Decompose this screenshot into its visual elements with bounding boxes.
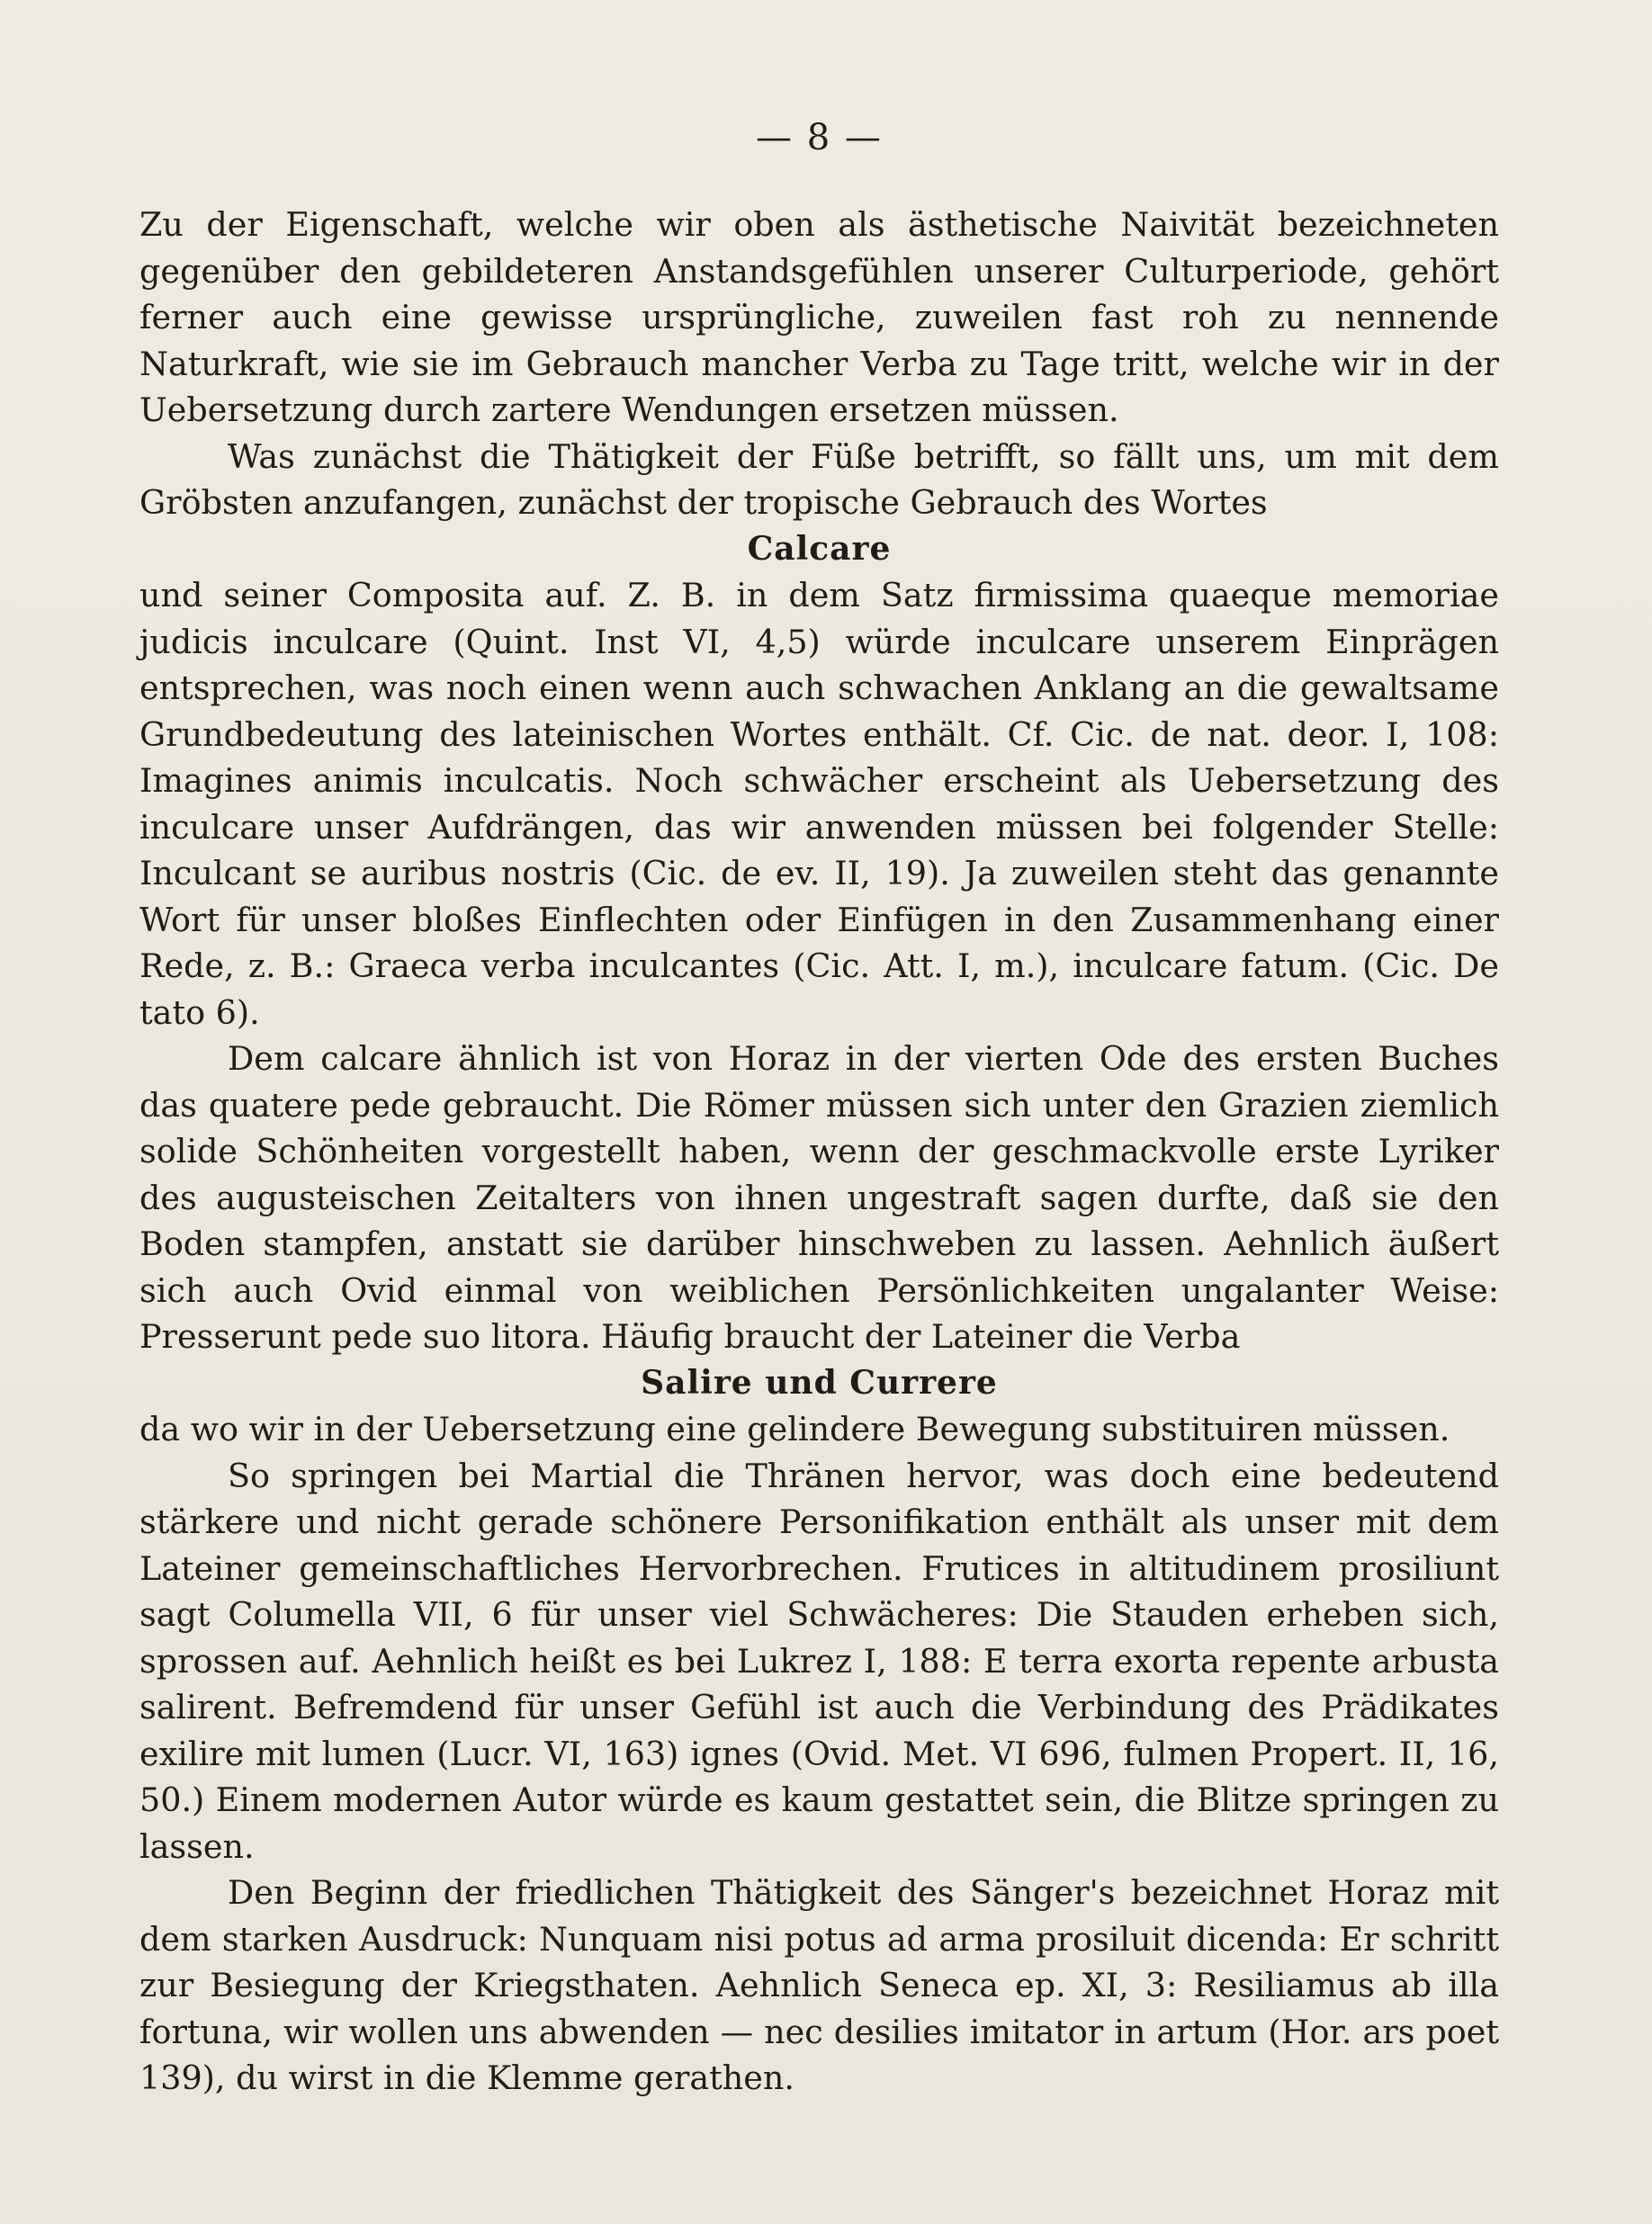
paragraph-saenger: Den Beginn der friedlichen Thätigkeit des Sänger's bezeichnet Horaz mit dem starken Ausdruck: Nunquam nisi potus ad arma prosiluit dicenda: Er schritt zur Besiegung der Kriegsthaten. Aehnlich Seneca ep. XI, 3: Resiliamus ab illa fortuna, wir wollen uns abwenden — nec desilies imitator in artum (Hor. ars poet 139), du wirst in die Klemme gerathen.: [139, 1873, 1499, 2097]
paragraph-martial: So springen bei Martial die Thränen hervor, was doch eine bedeutend stärkere und nicht gerade schönere Personifikation enthält als unser mit dem Lateiner gemeinschaftliches Hervorbrechen. Frutices in altitudinem prosiliunt sagt Columella VII, 6 für unser viel Schwächeres: Die Stauden erheben sich, sprossen auf. Aehnlich heißt es bei Lukrez I, 188: E terra exorta repente arbusta salirent. Befremdend für unser Gefühl ist auch die Verbindung des Prädikates exilire mit lumen (Lucr. VI, 163) ignes (Ovid. Met. VI 696, fulmen Propert. II, 16, 50.) Einem modernen Autor würde es kaum gestattet sein, die Blitze springen zu lassen.: [139, 1456, 1499, 1866]
paragraph-bewegung: da wo wir in der Uebersetzung eine gelindere Bewegung substituiren müssen.: [139, 1410, 1450, 1448]
paragraph-inculcare: und seiner Composita auf. Z. B. in dem Satz firmissima quaeque memoriae judicis inculcare (Quint. Inst VI, 4,5) würde inculcare unserem Einprägen entsprechen, was noch einen wenn auch schwachen Anklang an die gewaltsame Grundbedeutung des lateinischen Wortes enthält. Cf. Cic. de nat. deor. I, 108: Imagines animis inculcatis. Noch schwächer erscheint als Uebersetzung des inculcare unser Aufdrängen, das wir anwenden müssen bei folgender Stelle: Inculcant se auribus nostris (Cic. de ev. II, 19). Ja zuweilen steht das genannte Wort für unser bloßes Einflechten oder Einfügen in den Zusammenhang einer Rede, z. B.: Graeca verba inculcantes (Cic. Att. I, m.), inculcare fatum. (Cic. De tato 6).: [139, 576, 1499, 1032]
paragraph-horaz-ode: Dem calcare ähnlich ist von Horaz in der vierten Ode des ersten Buches das quatere pede gebraucht. Die Römer müssen sich unter den Grazien ziemlich solide Schönheiten vorgestellt haben, wenn der geschmackvolle erste Lyriker des augusteischen Zeitalters von ihnen ungestraft sagen durfte, daß sie den Boden stampfen, anstatt sie darüber hinschweben zu lassen. Aehnlich äußert sich auch Ovid einmal von weiblichen Persönlichkeiten ungalanter Weise: Presserunt pede suo litora. Häufig braucht der Lateiner die Verba: [139, 1039, 1499, 1356]
heading-salire-currere: Salire und Currere: [641, 1363, 998, 1402]
paragraph-fuesse: Was zunächst die Thätigkeit der Füße betrifft, so fällt uns, um mit dem Gröbsten anzufangen, zunächst der tropische Gebrauch des Wortes: [139, 436, 1499, 522]
heading-calcare: Calcare: [747, 529, 892, 568]
paragraph-naivitaet: Zu der Eigenschaft, welche wir oben als ästhetische Naivität bezeichneten gegenüber den gebildeteren Anstandsgefühlen unserer Culturperiode, gehört ferner auch eine gewisse ursprüngliche, zuweilen fast roh zu nennende Naturkraft, wie sie im Gebrauch mancher Verba zu Tage tritt, welche wir in der Uebersetzung durch zartere Wendungen ersetzen müssen.: [139, 205, 1499, 429]
body-text: [139, 202, 1499, 2102]
page-number: — 8 —: [756, 117, 883, 158]
